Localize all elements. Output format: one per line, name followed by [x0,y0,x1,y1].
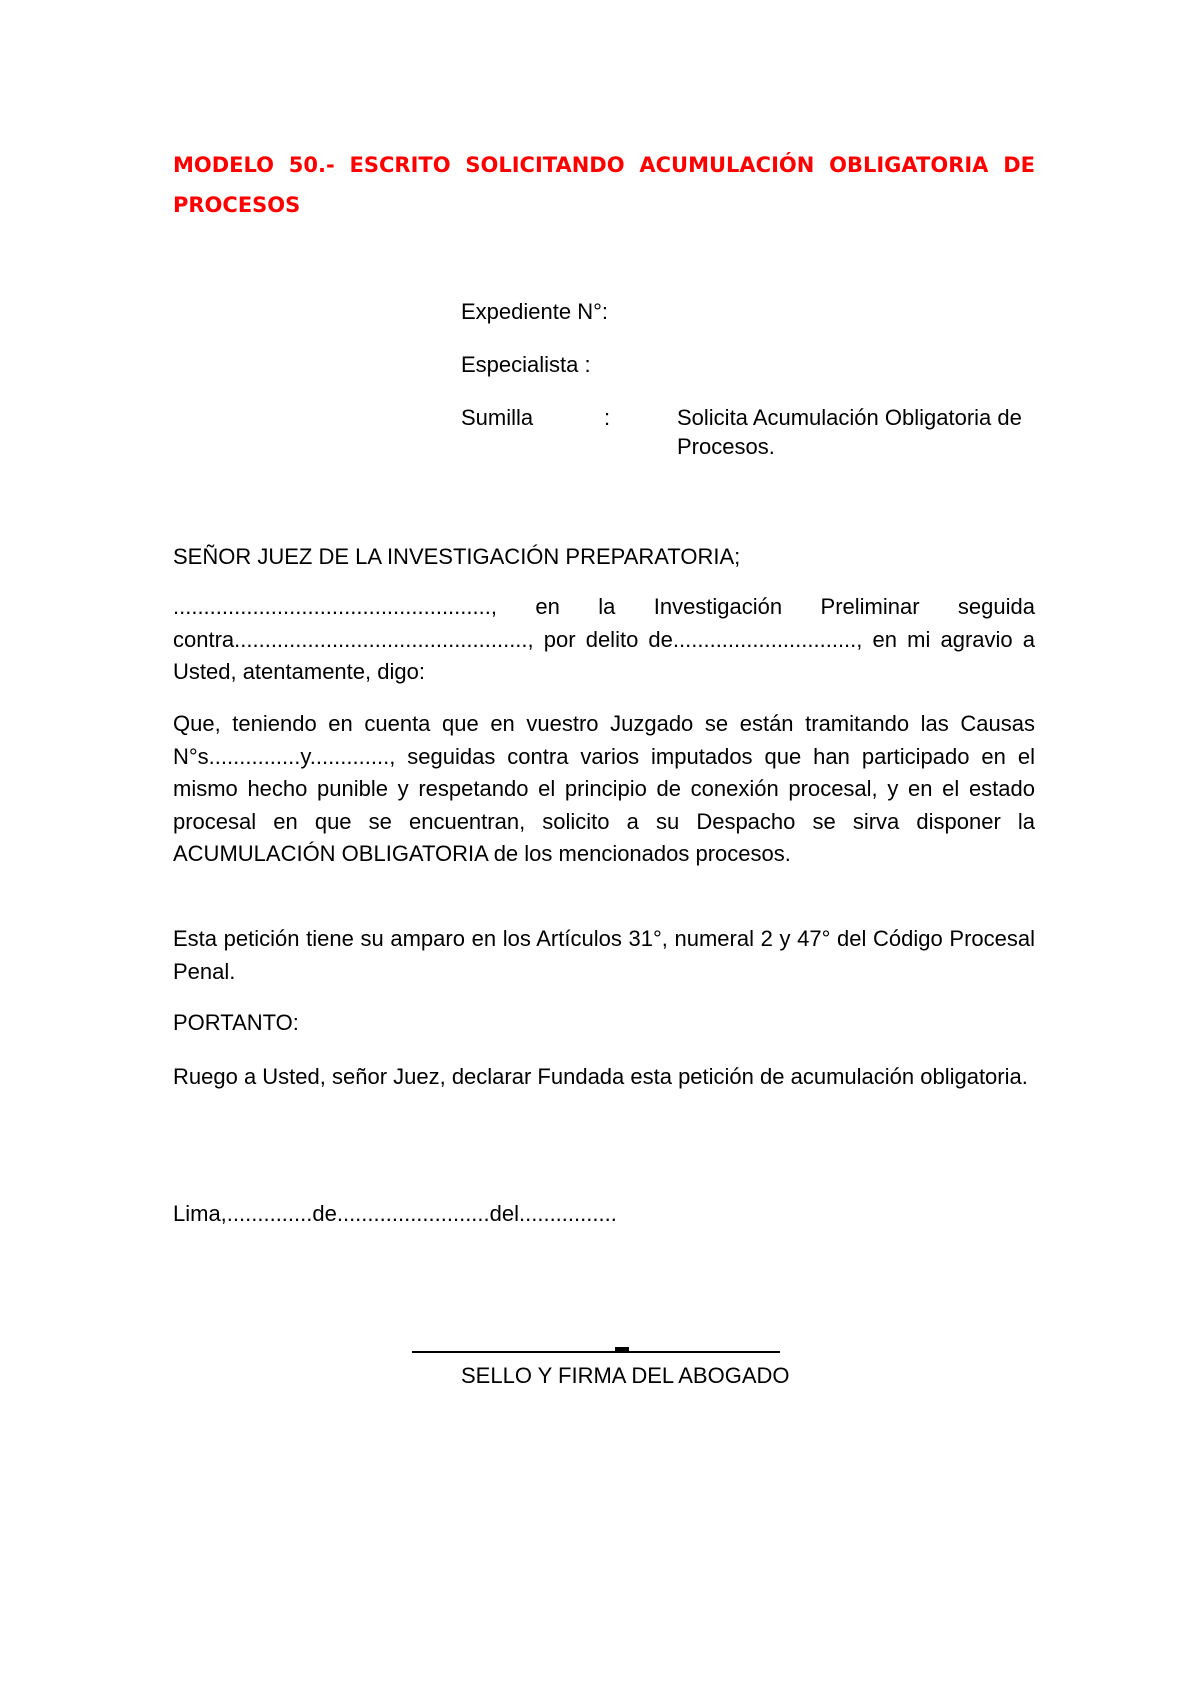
page-title-line-2: PROCESOS [173,193,301,217]
body-paragraph-2: Esta petición tiene su amparo en los Artículos 31°, numeral 2 y 47° del Código Procesal Penal. [173,926,1035,984]
salutation: SEÑOR JUEZ DE LA INVESTIGACIÓN PREPARATORIA; [173,544,741,569]
sumilla-label: Sumilla [461,405,534,430]
request-paragraph: Ruego a Usted, señor Juez, declarar Fundada esta petición de acumulación obligatoria. [173,1064,1028,1089]
place-date-line: Lima,..............de.........................del................ [173,1201,617,1226]
signature-line [412,1351,780,1353]
expediente-label: Expediente N°: [461,299,608,324]
page-title [173,145,1035,225]
signature-line-mark [615,1347,629,1351]
especialista-label: Especialista : [461,352,591,377]
sumilla-colon: : [604,405,611,430]
sumilla-value: Solicita Acumulación Obligatoria de Procesos. [677,405,1022,459]
signature-label: SELLO Y FIRMA DEL ABOGADO [461,1363,790,1388]
page-title-line-1: MODELO 50.- ESCRITO SOLICITANDO ACUMULACIÓN OBLIGATORIA DE [173,153,1035,177]
intro-paragraph: ...................................................., en la Investigación Preliminar seguida contra................................................, por delito de.............................., en mi agravio a Usted, atentamente, digo: [173,594,1035,684]
body-paragraph-1: Que, teniendo en cuenta que en vuestro Juzgado se están tramitando las Causas N°s...............y............., seguidas contra varios imputados que han participado en el mismo hecho punible y respetando el principio de conexión procesal, y en el estado procesal en que se encuentran, solicito a su Despacho se sirva disponer la ACUMULACIÓN OBLIGATORIA de los mencionados procesos. [173,711,1035,866]
portanto-heading: PORTANTO: [173,1010,299,1035]
